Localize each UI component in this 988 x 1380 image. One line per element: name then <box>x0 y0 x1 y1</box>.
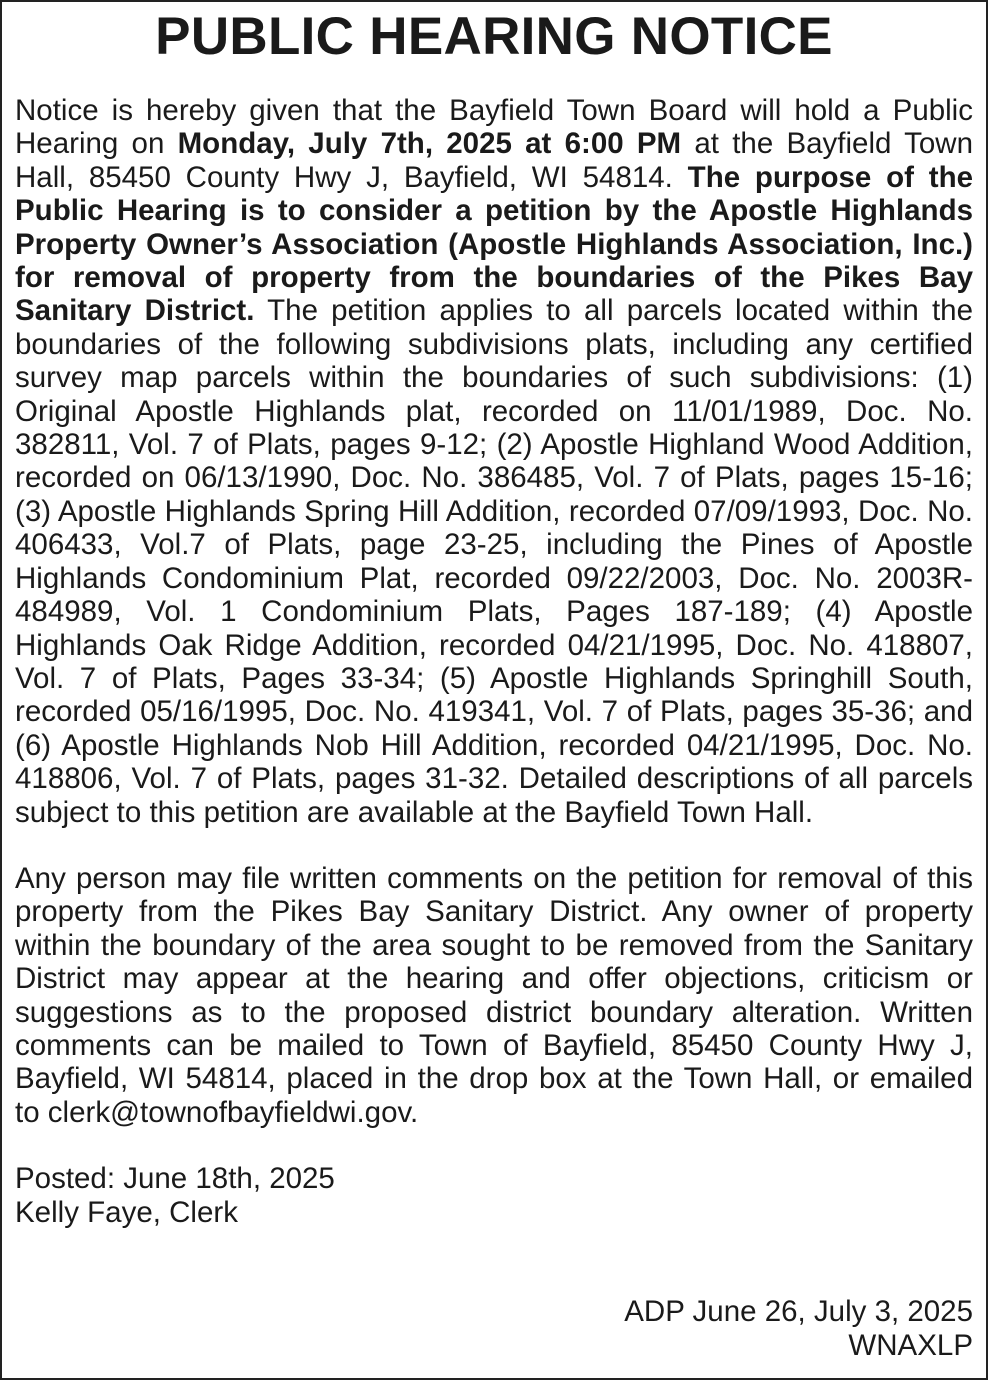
hearing-location: at the Bayfield Town Hall, 85450 County Hwy J, Bayfield, WI 54814. <box>15 127 973 194</box>
hearing-intro: Notice is hereby given that the Bayfield Town Board will hold a Public Hearing on <box>15 94 973 161</box>
notice-paragraph-hearing <box>15 94 973 829</box>
hearing-date-time: Monday, July 7th, 2025 at 6:00 PM <box>177 127 682 161</box>
publication-dates: ADP June 26, July 3, 2025 <box>624 1295 973 1329</box>
publication-footer <box>624 1295 973 1362</box>
notice-title: PUBLIC HEARING NOTICE <box>155 7 833 66</box>
hearing-purpose: The purpose of the Public Hearing is to consider a petition by the Apostle Highlands Property Owner’s Association (Apostle Highlands Association, Inc.) for removal of property from the boundaries of the Pikes Bay Sanitary District. <box>15 160 973 328</box>
publication-code: WNAXLP <box>848 1328 973 1362</box>
posted-block <box>15 1162 973 1229</box>
notice-paragraph-comments: Any person may file written comments on the petition for removal of this property from the Pikes Bay Sanitary District. Any owner of property within the boundary of the area sought to be removed from the Sanitary District may appear at the hearing and offer objections, criticism or suggestions as to the proposed district boundary alteration. Written comments can be mailed to Town of Bayfield, 85450 County Hwy J, Bayfield, WI 54814, placed in the drop box at the Town Hall, or emailed to clerk@townofbayfieldwi.gov. <box>15 861 973 1129</box>
posted-date: Posted: June 18th, 2025 <box>15 1162 335 1196</box>
petition-details: The petition applies to all parcels located within the boundaries of the following subdivisions plats, including any certified survey map parcels within the boundaries of such subdivisions: (1) Original Apostle Highlands plat, recorded on 11/01/1989, Doc. No. 382811, Vol. 7 of Plats, pages 9-12; (2) Apostle Highland Wood Addition, recorded on 06/13/1990, Doc. No. 386485, Vol. 7 of Plats, pages 15-16; (3) Apostle Highlands Spring Hill Addition, recorded 07/09/1993, Doc. No. 406433, Vol.7 of Plats, page 23-25, including the Pines of Apostle Highlands Condominium Plat, recorded 09/22/2003, Doc. No. 2003R-484989, Vol. 1 Condominium Plats, Pages 187-189; (4) Apostle Highlands Oak Ridge Addition, recorded 04/21/1995, Doc. No. 418807, Vol. 7 of Plats, Pages 33-34; (5) Apostle Highlands Springhill South, recorded 05/16/1995, Doc. No. 419341, Vol. 7 of Plats, pages 35-36; and (6) Apostle Highlands Nob Hill Addition, recorded 04/21/1995, Doc. No. 418806, Vol. 7 of Plats, pages 31-32. Detailed descriptions of all parcels subject to this petition are available at the Bayfield Town Hall. <box>15 294 973 829</box>
clerk-signature: Kelly Faye, Clerk <box>15 1195 238 1229</box>
